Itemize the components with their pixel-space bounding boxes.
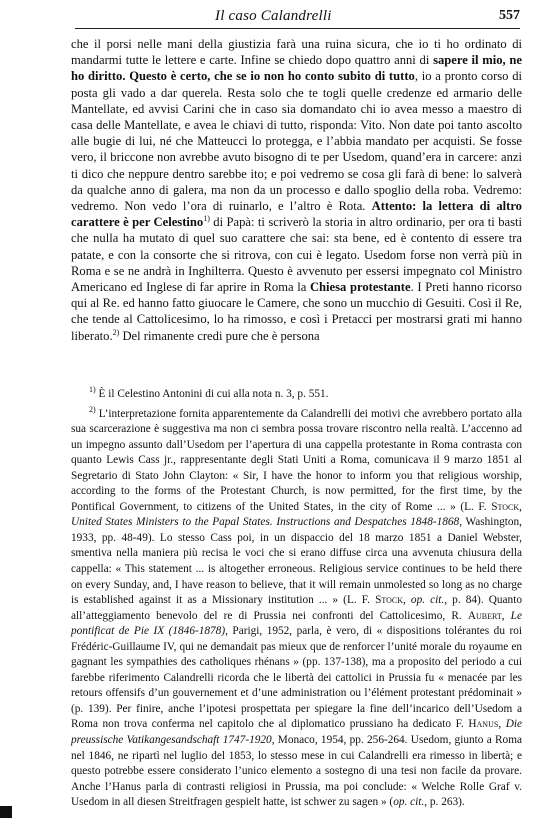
citation-opcit: op. cit. xyxy=(410,594,445,607)
footnote-text: È il Celestino Antonini di cui alla nota n. 3, p. 551. xyxy=(95,388,329,400)
footnote-text: L’interpretazione fornita apparentemente da Calandrelli dei motivi che avrebbero portato alla sua scarcerazione è suggestiva ma non ci sembra possa trovare riscontro nella realtà. L’accenno ad un impegno assunto dall’Usedom per l’apertura di una cappella protestante in Roma contrasta con quanto Lewis Cass jr., rappresentante degli Stati Uniti a Roma, comunicava il 9 marzo 1851 al Segretario di Stato John Clayton: « Sir, I have the honor to inform you that religious worship, according to the forms of the Protestant Church, is now permitted, for the first time, by the Pontifical Government, to citizens of the United States, in the city of Rome ... » (L. F. xyxy=(71,407,522,513)
citation-opcit: op. cit. xyxy=(393,796,425,809)
footnote-text: , xyxy=(403,594,411,607)
author-name: Aubert xyxy=(467,609,502,622)
footnote-ref-1: 1) xyxy=(203,214,210,224)
footnote-text: , p. 263). xyxy=(424,796,465,809)
footnote-text: , Washington, 1933, pp. 48-49). Lo stesso Cass poi, in un dispaccio del 18 marzo 1851 a Daniel Webster, smentiva nella maniera più recisa le voci che si erano diffuse circa una avvenuta chiusura della cappella: « This statement ... is altogether erroneous. Religious service continues to be held there on every Sunday, and, I have reason to believe, that it will remain unmolested so long as no charge is established against it as a Missionary institution ... » (L. F. xyxy=(71,516,522,607)
book-title: United States Ministers to the Papal States. Instructions and Despatches 1848-1868 xyxy=(71,516,460,529)
page-number: 557 xyxy=(499,8,520,23)
footnote-1 xyxy=(71,387,522,403)
body-text-segment: che il porsi nelle mani della giustizia farà una ruina sicura, che io ti ho ordinato di mandarmi tutte le lettere e carte. Infine se chiedo dopo quattro anni di xyxy=(71,37,522,68)
book-title: Le pontificat de Pie IX (1846-1878) xyxy=(71,609,522,638)
page-header xyxy=(75,6,520,29)
running-title: Il caso Calandrelli xyxy=(215,8,332,24)
body-text-bold-segment: sapere il mio, ne ho diritto. Questo è certo, che se io non ho conto subito di tutto xyxy=(71,53,523,84)
body-text-segment: Del rimanente credi pure che è persona xyxy=(119,328,320,343)
author-name: Stock xyxy=(375,594,403,607)
footnote-2 xyxy=(71,404,522,811)
footnote-text: , xyxy=(498,718,506,731)
footnotes xyxy=(71,387,522,811)
body-text-bold-segment: Chiesa protestante xyxy=(309,280,411,295)
footnote-number: 1) xyxy=(89,385,96,395)
author-name: Hanus xyxy=(468,718,499,731)
footnote-text: , Monaco, 1954, pp. 256-264. Usedom, giunto a Roma nel 1846, ne ripartì nel luglio del 1853, lo stesso mese in cui Calandrelli era rimesso in libertà; e questo potrebbe essere considerato l’unico elemento a sostegno di una tesi non facile da provare. Anche l’Hanus parla di contrasti religiosi in Prussia, ma poi conclude: « Welche Rolle Graf v. Usedom in all diesen Streitfragen gespielt hatte, ist schwer zu sagen » ( xyxy=(71,734,522,809)
book-title: Die preussische Vatikangesandschaft 1747-1920 xyxy=(71,718,522,747)
body-text xyxy=(71,36,522,344)
body-text-segment: . I Preti hanno ricorso qui al Re. ed hanno fatto giuocare le Camere, che sono un mucchio di Gesuiti. Così il Re, che tende al Cattolicesimo, lo ha rimosso, e così i Pretacci per mostrarsi grati mi hanno liberato. xyxy=(71,280,522,343)
footnote-text: , p. 84). Quanto all’atteggiamento benevolo del re di Prussia nei confronti del Cattolicesimo, R. xyxy=(71,594,522,622)
margin-mark xyxy=(0,806,12,818)
footnote-number: 2) xyxy=(89,404,96,414)
footnote-ref-2: 2) xyxy=(112,327,120,337)
body-text-segment: di Papà: ti scriverò la storia in altro ordinario, per ora ti basti che nulla ha mutato di quel suo carattere che sai: sta bene, ed è contento di essere tra patate, e con la consorte che si ritrova, con cui è legato. Usedom forse non verrà più in Roma e se ne andrà in Inghilterra. Questo è avvenuto per essersi impegnato col Ministro Americano ed Inglese di far aprire in Roma la xyxy=(71,215,522,295)
footnote-text: , xyxy=(519,500,522,513)
body-text-segment: , io a pronto corso di posta gli vado a dar querela. Resta solo che te togli quelle credenze ed armario delle Mantellate, ed avvisi Carini che in caso sia domandato chi io avea messo a maestro di casa delle Mantellate, e avea le chiavi di tutto, risponda: Vito. Non date poi tanto ascolto alle bugie di lui, né che Matteucci lo protegga, e l’abbia mandato per acquisti. Se fosse vero, il briccone non avrebbe avuto bisogno di te per Usedom, quand’era in carcere: anzi ti dico che neppure dentro sarebbe ito; e poi vedremo se cosa gli farà di bene: lo salverà da qualche anno di galera, ma non da un processo e dallo spoglio della roba. Vedremo: vedremo. Non vedo l’ora di ruinarlo, e l’altro è Rota. xyxy=(71,69,522,214)
footnote-text: , Parigi, 1952, parla, è vero, di « dispositions tolérantes du roi Frédéric-Guillaume IV, qui ne demandait pas mieux que de renforcer l’unité morale du royaume en gagnant les sympathies des catholiques rhénans » (pp. 137-138), ma a proposito del periodo a cui farebbe riferimento Calandrelli ricorda che le libertà dei cattolici in Prussia fu « menacée par les retours offensifs d’un gouvernement et d’une administration ou l’élément protestant prédominait » (p. 139). Per finire, anche l’ipotesi prospettata per spiegare la fine dell’incarico dell’Usedom a Roma non trova conferma nel capitolo che al diplomatico prussiano ha dedicato F. xyxy=(71,625,522,731)
footnote-text: , xyxy=(501,609,511,622)
body-text-bold-segment: Attento: la lettera di altro carattere è per Celestino xyxy=(71,199,522,230)
author-name: Stock xyxy=(491,500,520,513)
